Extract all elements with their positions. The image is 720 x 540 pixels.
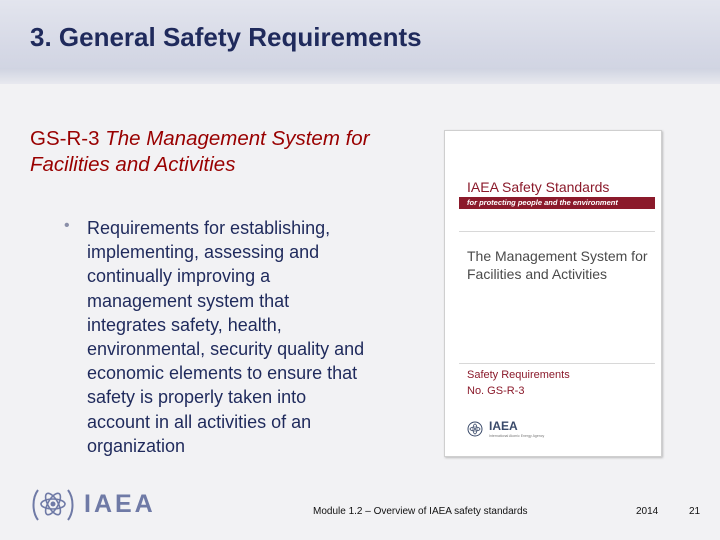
book-number: No. GS-R-3 (467, 385, 525, 397)
subtitle-code: GS-R-3 (30, 127, 100, 150)
footer-org-name: IAEA (84, 490, 156, 518)
book-category-label: Safety Requirements (467, 369, 570, 381)
book-divider (459, 363, 655, 364)
subtitle-name: The Management System for Facilities and Activities (30, 127, 370, 176)
iaea-seal-icon (467, 421, 483, 437)
page-number: 21 (689, 506, 701, 517)
book-tagline: for protecting people and the environment (467, 198, 618, 207)
book-series: IAEA Safety Standards (467, 179, 610, 195)
header-divider (0, 68, 720, 84)
bullet-text: Requirements for establishing, implementing, assessing and continually improving a management system that integrates safety, health, environmental, security quality and economic elements to ensure that safety is properly taken into account in all activities of an organization (87, 218, 365, 456)
book-org-full: International Atomic Energy Agency (489, 434, 545, 438)
book-tagline-bar (459, 197, 655, 209)
subtitle (30, 126, 370, 178)
book-category (467, 367, 570, 399)
footer-module: Module 1.2 – Overview of IAEA safety standards (313, 506, 528, 517)
book-title: The Management System for Facilities and Activities (467, 248, 648, 282)
book-divider (459, 231, 655, 232)
slide-title: 3. General Safety Requirements (30, 22, 422, 52)
footer-year: 2014 (636, 506, 659, 517)
book-org: IAEA (489, 419, 518, 433)
book-cover-image (444, 130, 662, 457)
iaea-logo-icon (30, 482, 76, 528)
bullet-icon: • (64, 217, 70, 234)
